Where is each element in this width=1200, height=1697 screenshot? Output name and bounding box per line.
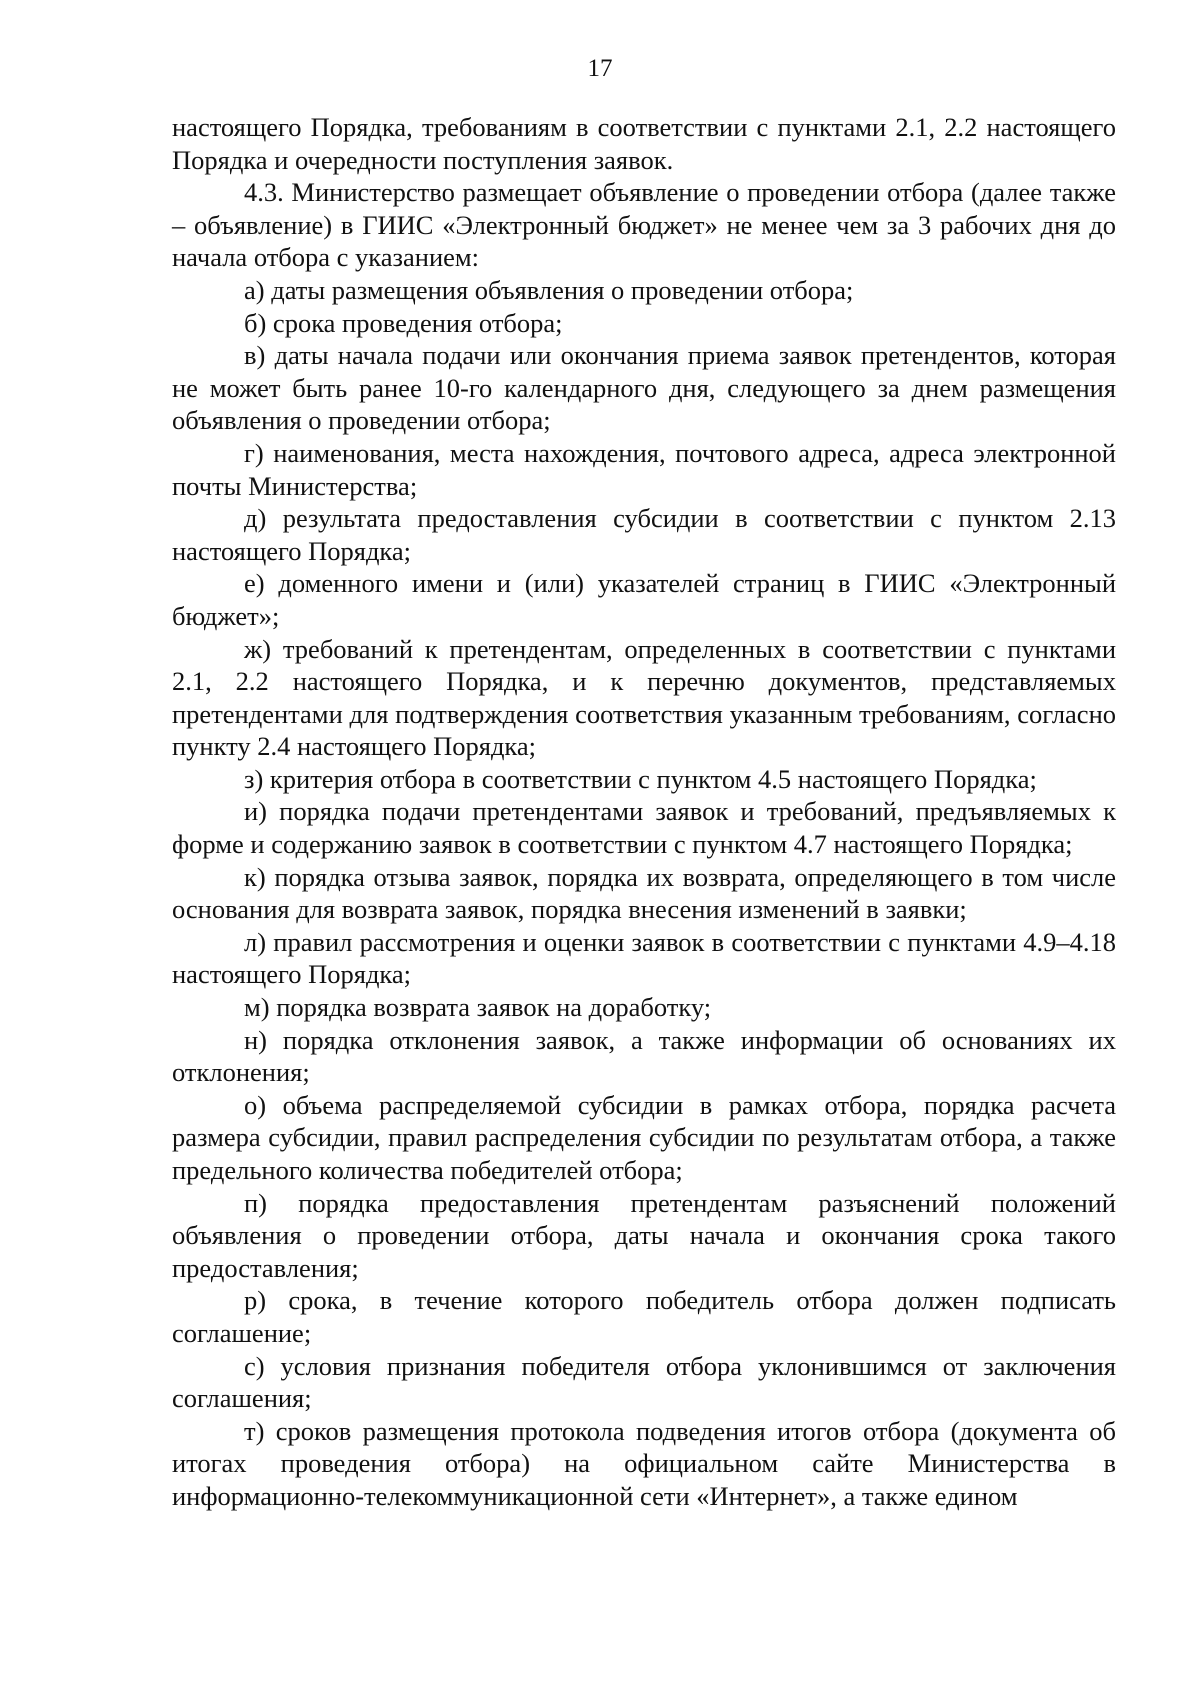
list-item-zh: ж) требований к претендентам, определенных в соответствии с пунктами 2.1, 2.2 настоящего Порядка, и к перечню документов, представляемых претендентами для подтверждения соответствия указанным требованиям, согласно пункту 2.4 настоящего Порядка; <box>172 633 1116 762</box>
document-body <box>172 111 1116 1513</box>
list-item-t: т) сроков размещения протокола подведения итогов отбора (документа об итогах проведения отбора) на официальном сайте Министерства в информационно-телекоммуникационной сети «Интернет», а также едином <box>172 1415 1116 1511</box>
list-item-i: и) порядка подачи претендентами заявок и требований, предъявляемых к форме и содержанию заявок в соответствии с пунктом 4.7 настоящего Порядка; <box>172 796 1116 860</box>
list-item-z: з) критерия отбора в соответствии с пунктом 4.5 настоящего Порядка; <box>244 763 1037 794</box>
list-item-d: д) результата предоставления субсидии в соответствии с пунктом 2.13 настоящего Порядка; <box>172 503 1116 566</box>
paragraph-4-3: 4.3. Министерство размещает объявление о проведении отбора (далее также – объявление) в ГИИС «Электронный бюджет» не менее чем за 3 рабочих дня до начала отбора с указанием: <box>172 177 1116 273</box>
list-item-s: с) условия признания победителя отбора уклонившимся от заключения соглашения; <box>172 1350 1116 1414</box>
list-item-e: е) доменного имени и (или) указателей страниц в ГИИС «Электронный бюджет»; <box>172 568 1116 631</box>
list-item-v: в) даты начала подачи или окончания приема заявок претендентов, которая не может быть ранее 10-го календарного дня, следующего за днем размещения объявления о проведении отбора; <box>172 340 1116 436</box>
list-item-a: а) даты размещения объявления о проведении отбора; <box>244 274 854 305</box>
paragraph-continuation: настоящего Порядка, требованиям в соответствии с пунктами 2.1, 2.2 настоящего Порядка и очередности поступления заявок. <box>172 112 1116 175</box>
list-item-l: л) правил рассмотрения и оценки заявок в соответствии с пунктами 4.9–4.18 настоящего Порядка; <box>172 926 1116 990</box>
list-item-k: к) порядка отзыва заявок, порядка их возврата, определяющего в том числе основания для возврата заявок, порядка внесения изменений в заявки; <box>172 861 1116 925</box>
list-item-r: р) срока, в течение которого победитель отбора должен подписать соглашение; <box>172 1285 1116 1348</box>
list-item-o: о) объема распределяемой субсидии в рамках отбора, порядка расчета размера субсидии, правил распределения субсидии по результатам отбора, а также предельного количества победителей отбора; <box>172 1089 1116 1185</box>
list-item-g: г) наименования, места нахождения, почтового адреса, адреса электронной почты Министерства; <box>172 437 1116 501</box>
list-item-b: б) срока проведения отбора; <box>244 307 563 338</box>
page-number: 17 <box>587 55 613 82</box>
list-item-n: н) порядка отклонения заявок, а также информации об основаниях их отклонения; <box>172 1024 1116 1088</box>
list-item-m: м) порядка возврата заявок на доработку; <box>244 992 712 1023</box>
list-item-p: п) порядка предоставления претендентам разъяснений положений объявления о проведении отбора, даты начала и окончания срока такого предоставления; <box>172 1187 1116 1283</box>
